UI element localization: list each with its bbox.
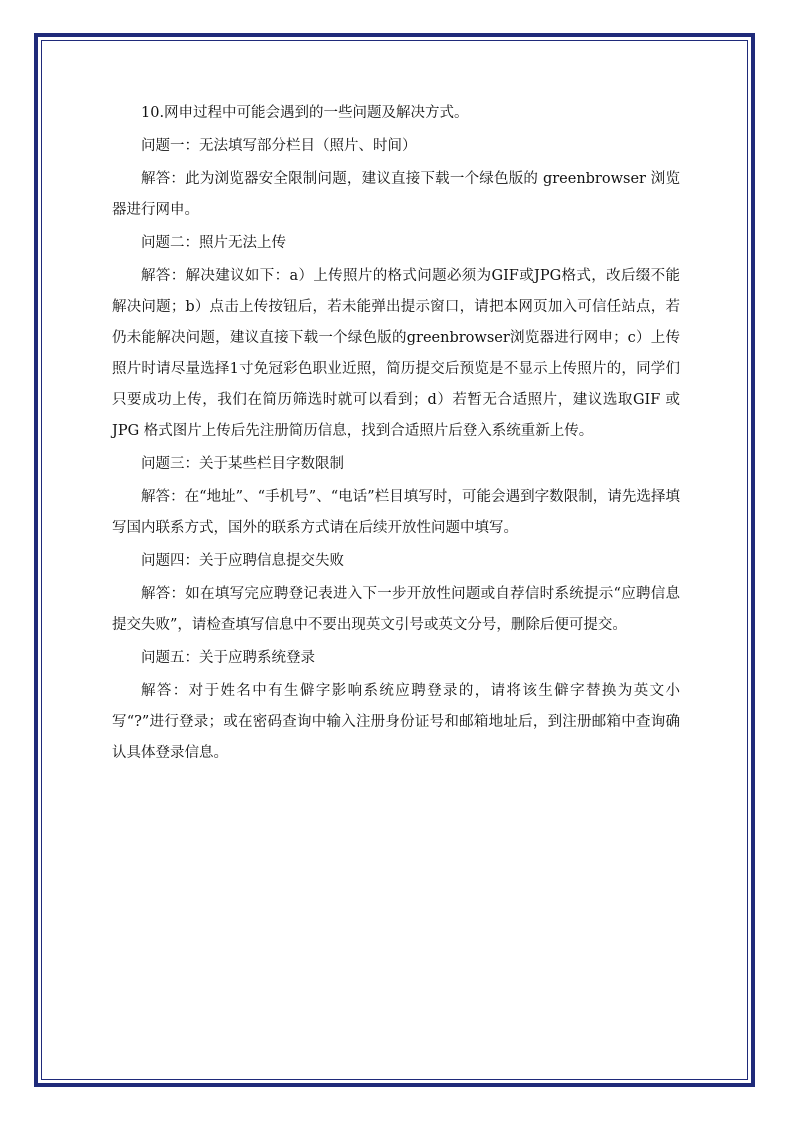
question-2: 问题二：照片无法上传: [141, 235, 286, 251]
answer-5: 解答：对于姓名中有生僻字影响系统应聘登录的，请将该生僻字替换为英文小写“?”进行登录；或在密码查询中输入注册身份证号和邮箱地址后，到注册邮箱中查询确认具体登录信息。: [112, 683, 680, 761]
question-3: 问题三：关于某些栏目字数限制: [141, 456, 344, 472]
question-1: 问题一：无法填写部分栏目（照片、时间）: [141, 138, 417, 154]
question-4: 问题四：关于应聘信息提交失败: [141, 553, 344, 569]
answer-4: 解答：如在填写完应聘登记表进入下一步开放性问题或自荐信时系统提示“应聘信息提交失败”，请检查填写信息中不要出现英文引号或英文分号，删除后便可提交。: [112, 586, 680, 633]
answer-1: 解答：此为浏览器安全限制问题，建议直接下载一个绿色版的 greenbrowser 浏览器进行网申。: [112, 171, 680, 218]
answer-3: 解答：在“地址”、“手机号”、“电话”栏目填写时，可能会遇到字数限制，请先选择填写国内联系方式，国外的联系方式请在后续开放性问题中填写。: [112, 489, 680, 536]
answer-2: 解答：解决建议如下：a）上传照片的格式问题必须为GIF或JPG格式，改后缀不能解决问题；b）点击上传按钮后，若未能弹出提示窗口，请把本网页加入可信任站点，若仍未能解决问题，建议直接下载一个绿色版的greenbrowser浏览器进行网申；c）上传照片时请尽量选择1寸免冠彩色职业近照，简历提交后预览是不显示上传照片的，同学们只要成功上传，我们在简历筛选时就可以看到；d）若暂无合适照片，建议选取GIF 或 JPG 格式图片上传后先注册简历信息，找到合适照片后登入系统重新上传。: [112, 268, 680, 439]
document-title: 10.网申过程中可能会遇到的一些问题及解决方式。: [141, 105, 469, 121]
question-5: 问题五：关于应聘系统登录: [141, 650, 315, 666]
document-body: [112, 98, 680, 771]
